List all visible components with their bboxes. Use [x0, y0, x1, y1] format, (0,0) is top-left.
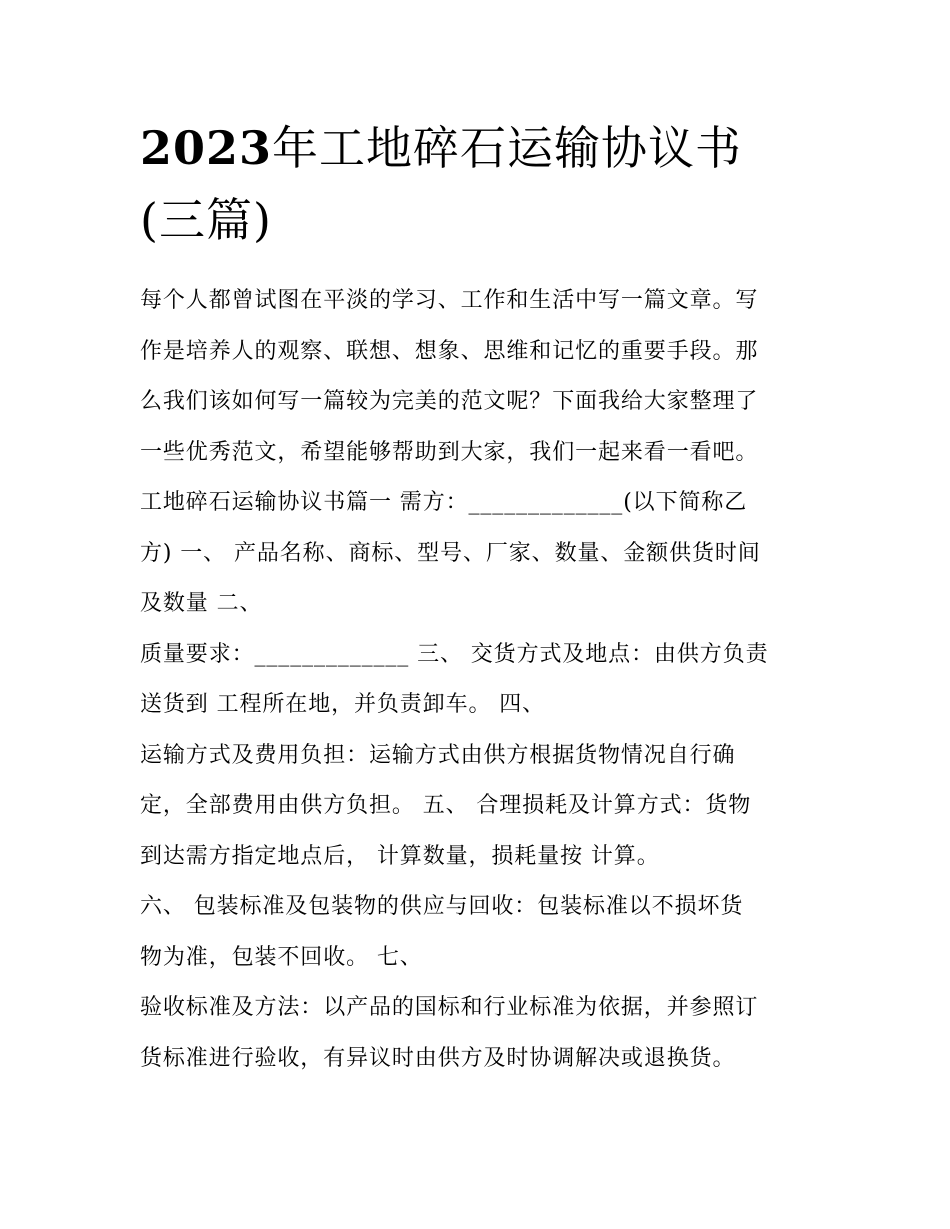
body-line: 工地碎石运输协议书篇一 需方：_____________(以下简称乙: [140, 490, 748, 515]
title-line-1: [140, 121, 742, 175]
body-line: 一些优秀范文，希望能够帮助到大家，我们一起来看一看吧。: [140, 439, 759, 465]
page-title: [140, 112, 840, 256]
body-line: 定，全部费用由供方负担。 五、 合理损耗及计算方式：货物: [140, 793, 752, 818]
body-line: 每个人都曾试图在平淡的学习、工作和生活中写一篇文章。写: [140, 288, 759, 313]
title-main-text: 年工地碎石运输协议书: [272, 121, 743, 175]
body-line: 六、 包装标准及包装物的供应与回收：包装标准以不损坏货: [140, 894, 744, 919]
body-line: 及数量 二、: [140, 591, 263, 616]
body-line: 方) 一、 产品名称、商标、型号、厂家、数量、金额供货时间: [140, 540, 761, 566]
body-line: 么我们该如何写一篇较为完美的范文呢？下面我给大家整理了: [140, 389, 759, 414]
body-line: 物为准，包装不回收。 七、: [140, 944, 423, 970]
document-body: [140, 276, 820, 1084]
body-line: 送货到 工程所在地，并负责卸车。 四、: [140, 692, 546, 717]
title-line-2: (三篇): [140, 193, 272, 247]
body-line: 到达需方指定地点后， 计算数量，损耗量按 计算。: [140, 843, 660, 869]
body-line: 货标准进行验收，有异议时由供方及时协调解决或退换货。: [140, 1045, 736, 1071]
title-year: 2023: [140, 121, 273, 175]
body-line: 作是培养人的观察、联想、想象、思维和记忆的重要手段。那: [140, 338, 759, 364]
body-line: 运输方式及费用负担：运输方式由供方根据货物情况自行确: [140, 742, 736, 768]
body-line: 质量要求：_____________ 三、 交货方式及地点：由供方负责: [140, 641, 769, 667]
body-line: 验收标准及方法：以产品的国标和行业标准为依据，并参照订: [140, 995, 759, 1020]
